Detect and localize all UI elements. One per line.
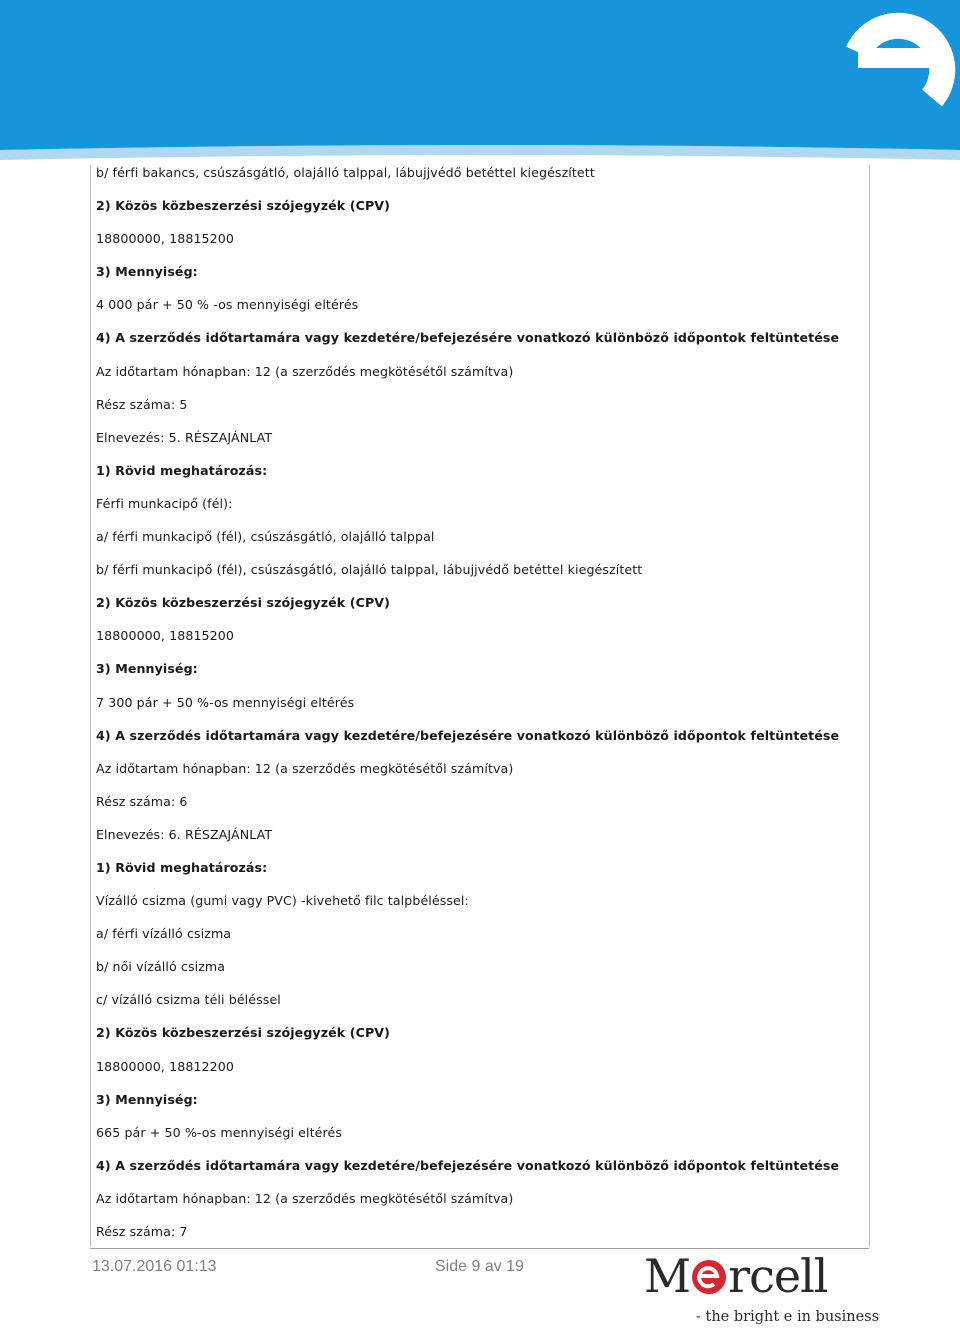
text-line: 18800000, 18815200 [96,231,235,247]
text-line: Férfi munkacipő (fél): [96,495,233,511]
text-line: a/ férfi vízálló csizma [96,926,232,942]
logo-wordmark-suffix: rcell [728,1249,828,1303]
section-heading: 1) Rövid meghatározás: [96,859,268,875]
logo-wordmark-prefix: M [644,1249,691,1303]
section-heading: 4) A szerződés időtartamára vagy kezdetére/befejezésére vonatkozó különböző időpontok feltüntetése [96,330,840,346]
text-line: Vízálló csizma (gumi vagy PVC) -kivehető filc talpbéléssel: [96,893,469,909]
text-line: 665 pár + 50 %-os mennyiségi eltérés [96,1124,343,1140]
text-line: Elnevezés: 6. RÉSZAJÁNLAT [96,826,273,842]
logo-e-circle-icon [691,1259,727,1295]
text-line: 18800000, 18812200 [96,1058,235,1074]
header-background [0,0,960,165]
section-heading: 4) A szerződés időtartamára vagy kezdetére/befejezésére vonatkozó különböző időpontok feltüntetése [96,727,840,743]
text-line: Az időtartam hónapban: 12 (a szerződés megkötésétől számítva) [96,1190,514,1206]
section-heading: 2) Közös közbeszerzési szójegyzék (CPV) [96,198,390,214]
text-line: b/ női vízálló csizma [96,959,226,975]
text-line: Az időtartam hónapban: 12 (a szerződés megkötésétől számítva) [96,363,514,379]
text-line: Rész száma: 5 [96,396,188,412]
header-blue-band [0,0,960,150]
footer-page-number: Side 9 av 19 [435,1258,524,1275]
logo-wordmark [644,1249,828,1303]
section-heading: 3) Mennyiség: [96,264,198,280]
text-line: b/ férfi munkacipő (fél), csúszásgátló, olajálló talppal, lábujjvédő betéttel kiegészített [96,562,643,578]
footer-timestamp: 13.07.2016 01:13 [92,1258,217,1275]
text-line: 18800000, 18815200 [96,628,235,644]
text-line: Elnevezés: 5. RÉSZAJÁNLAT [96,429,273,445]
section-heading: 2) Közös közbeszerzési szójegyzék (CPV) [96,595,390,611]
section-heading: 3) Mennyiség: [96,1091,198,1107]
logo-tagline: - the bright e in business [696,1309,880,1325]
section-heading: 1) Rövid meghatározás: [96,462,268,478]
section-heading: 4) A szerződés időtartamára vagy kezdetére/befejezésére vonatkozó különböző időpontok feltüntetése [96,1157,840,1173]
document-body [96,164,856,1256]
text-line: Rész száma: 6 [96,793,188,809]
text-line: c/ vízálló csizma téli béléssel [96,992,281,1008]
text-line: a/ férfi munkacipő (fél), csúszásgátló, olajálló talppal [96,529,435,545]
text-line: Az időtartam hónapban: 12 (a szerződés megkötésétől számítva) [96,760,514,776]
section-heading: 3) Mennyiség: [96,661,198,677]
text-line: 4 000 pár + 50 % -os mennyiségi eltérés [96,297,359,313]
marcell-logo [644,1249,880,1329]
section-heading: 2) Közös közbeszerzési szójegyzék (CPV) [96,1025,390,1041]
text-line: 7 300 pár + 50 %-os mennyiségi eltérés [96,694,355,710]
text-line: b/ férfi bakancs, csúszásgátló, olajálló talppal, lábujjvédő betéttel kiegészített [96,165,595,180]
header-band [0,0,960,165]
text-line: Rész száma: 7 [96,1224,188,1239]
